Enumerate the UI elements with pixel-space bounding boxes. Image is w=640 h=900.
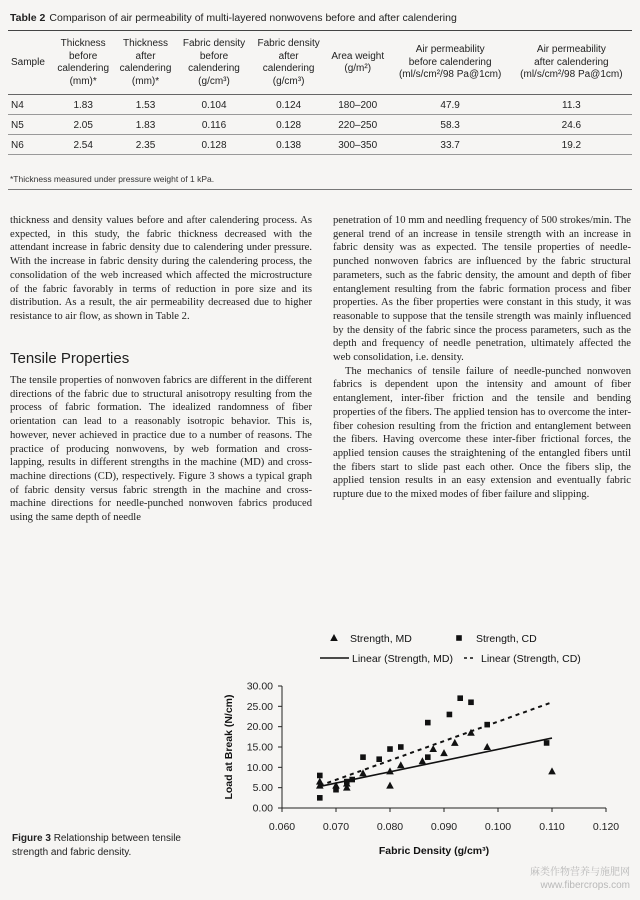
right-paragraph-1: penetration of 10 mm and needling frequency of 500 strokes/min. The general trend of an increase in tensile strength with an increase in fabric density was as expected. The tensile properties of needle-punched nonwoven fabrics are influenced by the fabric structural parameters, such as the fabric density, the amount and depth of fiber entanglement resulting from the fabric formation process and fiber properties. As the fiber properties were constant in this study, it was reasonable to suppose that the tensile strength was mainly influenced by the density of the fabric since the process parameters, such as the depth and frequency of needle penetration, ultimately affected the web consolidation, i.e. density. [333,215,631,364]
md-data-point [316,778,324,785]
table-bottom-rule [8,189,632,190]
legend-cd-marker [456,635,462,641]
table-cell: 300–350 [326,135,390,155]
md-data-point [451,739,459,746]
table-cell: 2.05 [52,115,114,135]
legend-md-marker [330,634,338,641]
md-data-point [316,782,324,789]
cd-data-point [457,695,463,701]
table-header-line: before [199,50,229,62]
right-column [333,214,631,502]
table-header-line: calendering [119,63,172,74]
table-header-line: Fabric density [257,38,320,49]
table-cell: 1.83 [52,95,114,115]
table-header-line: Area weight [331,50,385,62]
md-data-point [467,729,475,736]
md-data-point [386,767,394,774]
table-header-line: (mm)* [131,75,160,87]
table-header-line: (ml/s/cm²/98 Pa@1cm) [398,69,502,81]
table-footnote: *Thickness measured under pressure weight of 1 kPa. [10,174,215,184]
cd-data-point [484,722,490,728]
table-header-cell [326,34,390,95]
figure-caption-text: Relationship between tensile strength and fabric density. [12,833,181,858]
watermark [530,866,630,892]
cd-data-point [317,795,323,801]
legend-md-trend-label: Linear (Strength, MD) [352,653,453,665]
table-caption [10,12,457,24]
cd-data-point [425,754,431,760]
cd-data-point [349,777,355,783]
table-cell: 2.35 [114,135,176,155]
cd-data-point [447,712,453,718]
x-tick-label: 0.090 [430,821,458,833]
md-data-point [548,767,556,774]
x-tick-label: 0.100 [484,821,512,833]
md-data-point [359,769,367,776]
table-cell: 11.3 [511,95,632,115]
section-heading: Tensile Properties [10,350,130,367]
table-header-line: after [135,50,156,62]
trendline-cd [320,702,552,785]
y-tick-label: 30.00 [246,680,273,693]
legend-cd-label: Strength, CD [476,633,537,645]
table-header-line: calendering [57,63,110,74]
cd-data-point [344,779,350,785]
table-header-cell [390,34,511,95]
table-top-rule [8,30,632,31]
right-paragraph-2: The mechanics of tensile failure of needle-punched nonwoven fabrics is dependent upon the intensity and amount of fiber entanglement, inter-fiber friction and the tensile and bending properties of the fibers. The applied tension has to overcome the inter-fiber cohesion resulting from the friction and entanglement between the fibers. Having overcome these inter-fiber frictional forces, the applied tension causes the straightening of the entangled fibers until the fibers start to slide past each other. Once the fibers slip, the applied tension results in an easy extension and eventually fabric rupture due to the mixed modes of fiber failure and slipping. [333,365,631,501]
table-header-cell [114,34,176,95]
watermark-line-2: www.fibercrops.com [540,880,630,891]
figure-label: Figure 3 [12,833,51,844]
cd-data-point [425,720,431,726]
table-cell: 19.2 [511,135,632,155]
cd-data-point [387,746,393,752]
x-tick-label: 0.070 [322,821,350,833]
table-header-line: Sample [11,56,45,68]
x-tick-label: 0.060 [268,821,296,833]
table-header-cell [8,34,52,95]
x-tick-label: 0.080 [376,821,404,833]
table-header-row [8,34,632,95]
table-header-line: (g/cm³) [198,75,230,87]
cd-data-point [376,756,382,762]
trendline-md [320,738,552,786]
table-body [8,95,632,155]
md-data-point [343,784,351,791]
table-header-cell [177,34,252,95]
md-data-point [419,757,427,764]
table-cell: 0.138 [251,135,326,155]
table-header-line: calendering [262,63,315,74]
table-cell: 220–250 [326,115,390,135]
y-axis-title: Load at Break (N/cm) [223,694,235,800]
cd-data-point [360,754,366,760]
y-tick-label: 15.00 [246,741,273,754]
table-cell: 24.6 [511,115,632,135]
y-tick-label: 0.00 [252,802,273,815]
table-header-line: Air permeability [415,44,485,56]
x-tick-label: 0.120 [592,821,620,833]
left-paragraph-1: thickness and density values before and after calendering process. As expected, in this study, the fabric thickness decreased with the attendant increase in fabric density due to calendering under pressure. With the increase in fabric density during the calendering process, the consolidation of the web increased which affected the microstructure of the fabric favorably in terms of reduction in pore size and its distribution. As a result, the air permeability decreased due to higher resistance to air flow, as shown in Table 2. [10,215,312,322]
md-data-point [332,782,340,789]
table-cell: N5 [8,115,52,135]
table-cell: 1.53 [114,95,176,115]
md-data-point [397,761,405,768]
table-header-line: Fabric density [182,38,246,49]
y-tick-label: 20.00 [246,721,273,734]
table-header-line: (mm)* [69,75,97,87]
table-header-line: Air permeability [536,44,606,56]
y-tick-label: 25.00 [246,700,273,713]
table-header-line: (g/m²) [344,63,372,74]
table-header-line: after [278,50,299,62]
table-caption-text: Comparison of air permeability of multi-layered nonwovens before and after calendering [49,12,457,24]
table-cell: 1.83 [114,115,176,135]
table-row [8,135,632,155]
table-row [8,95,632,115]
legend-cd-trend-label: Linear (Strength, CD) [481,653,581,665]
left-column-paragraph-2 [10,374,312,525]
x-tick-label: 0.110 [539,821,565,833]
table-cell: 33.7 [390,135,511,155]
md-data-point [483,743,491,750]
table-cell: 47.9 [390,95,511,115]
table-header-line: Thickness [60,38,106,49]
table-cell: 58.3 [390,115,511,135]
table-cell: 180–200 [326,95,390,115]
table-cell: N6 [8,135,52,155]
table-header-line: calendering [188,63,240,74]
table-header-line: before [69,50,98,62]
table-header-line: Thickness [123,38,169,49]
md-data-point [343,780,351,787]
table-header-cell [251,34,326,95]
table-cell: 2.54 [52,135,114,155]
table-header-line: before calendering [408,56,492,68]
table-header-line: after calendering [534,56,609,68]
table-cell: 0.128 [177,135,252,155]
watermark-line-1: 麻类作物营养与施肥网 [530,867,630,878]
cd-data-point [398,744,404,750]
md-data-point [440,749,448,756]
table-row [8,115,632,135]
left-column-paragraph-1 [10,214,312,324]
table-header-cell [52,34,114,95]
md-data-point [386,782,394,789]
cd-data-point [317,773,323,779]
figure-caption [12,832,202,860]
cd-data-point [468,699,474,705]
cd-data-point [544,740,550,746]
data-table [8,34,632,155]
legend-md-label: Strength, MD [350,633,412,645]
table-cell: 0.124 [251,95,326,115]
table-header-cell [511,34,632,95]
table-label: Table 2 [10,12,46,24]
left-paragraph-2: The tensile properties of nonwoven fabrics are different in the different directions of the fabric due to structural anisotropy resulting from the process of fabric formation. The idealized randomness of fiber orientation can lead to a reasonably isotropic behavior. This is, however, never achieved in practice due to a number of reasons. The practice of producing nonwovens, by web formation and cross-lapping, results in different strengths in the machine (MD) and cross-machine directions (CD), respectively. Figure 3 shows a typical graph of fabric density versus fabric strength in the machine and cross-machine directions for needle-punched nonwoven fabrics produced using the same depth of needle [10,375,312,524]
x-axis-title: Fabric Density (g/cm³) [378,845,490,857]
table-header-line: (ml/s/cm²/98 Pa@1cm) [520,69,623,81]
table-cell: 0.116 [177,115,252,135]
table-header-line: (g/cm³) [272,75,305,87]
md-data-point [429,745,437,752]
y-tick-label: 5.00 [252,782,273,795]
cd-data-point [333,787,339,793]
table-cell: N4 [8,95,52,115]
table-cell: 0.104 [177,95,252,115]
y-tick-label: 10.00 [246,761,273,774]
table-cell: 0.128 [251,115,326,135]
